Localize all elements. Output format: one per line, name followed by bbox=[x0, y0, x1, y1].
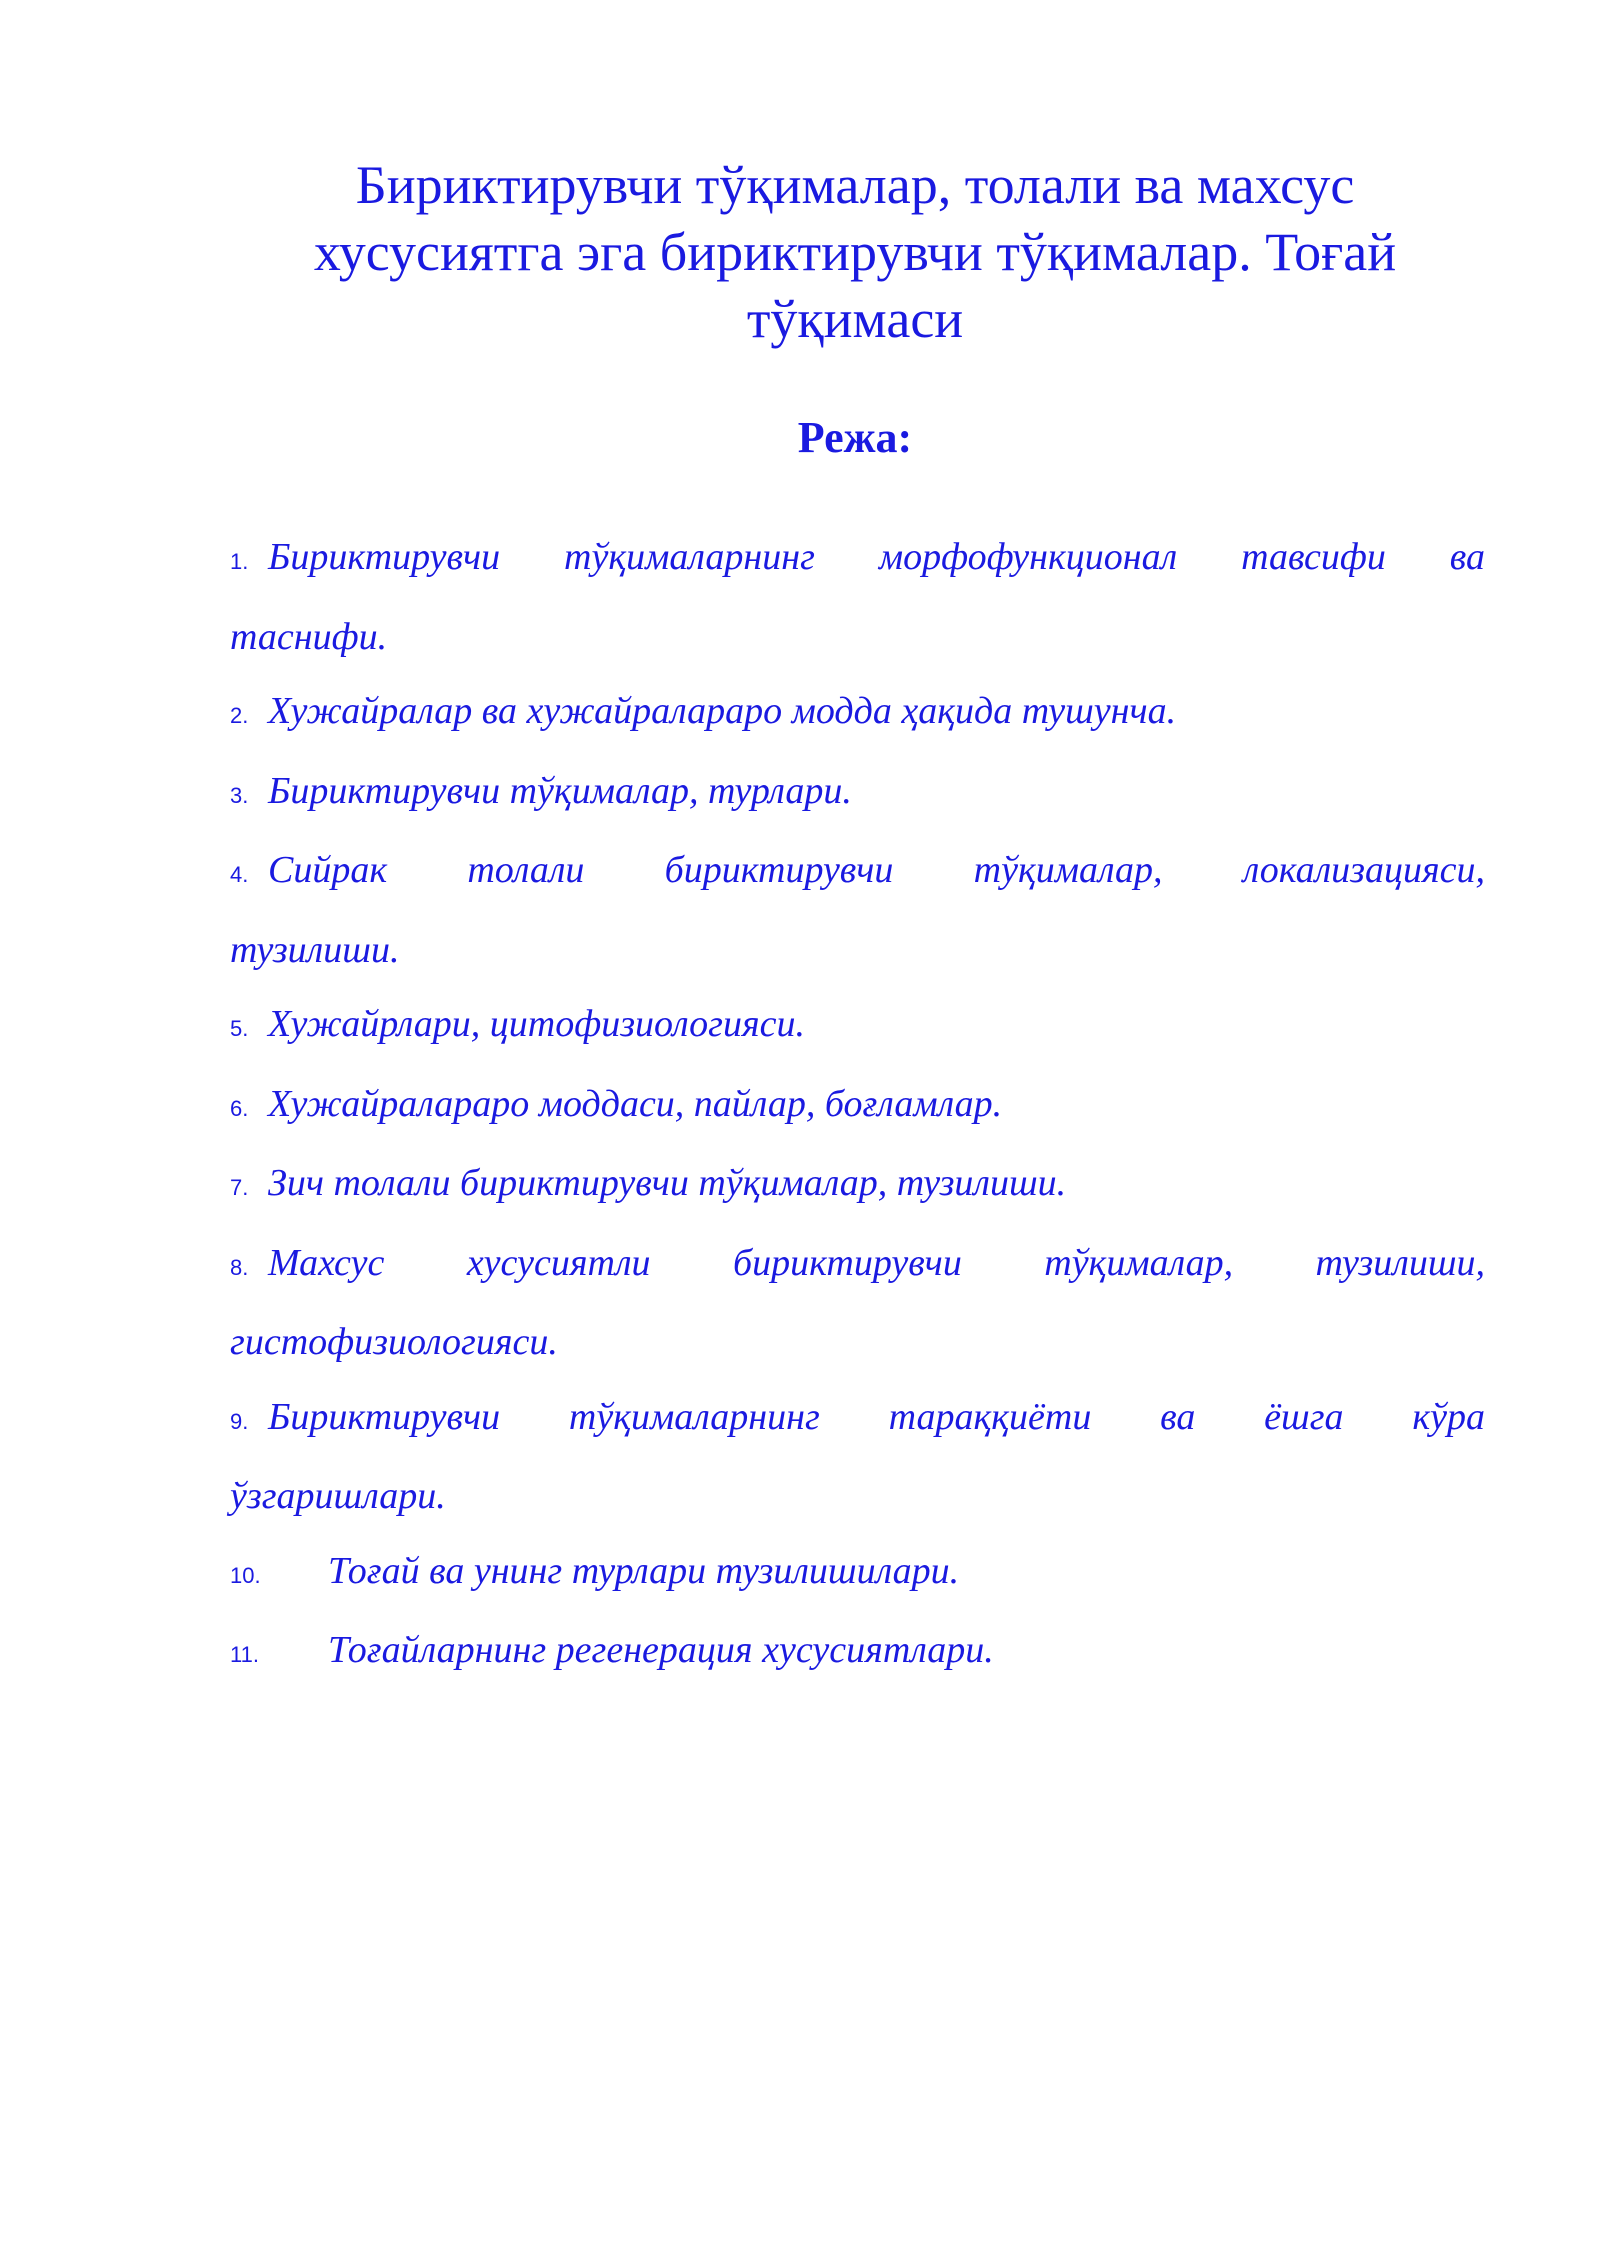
title-line: хусусиятга эга бириктирувчи тўқималар. Тоғай bbox=[313, 222, 1397, 282]
plan-item-text: Хужайралараро моддаси, пайлар, боғламлар. bbox=[268, 1082, 1003, 1125]
plan-item-text: Тоғай ва унинг турлари тузилишилари. bbox=[328, 1549, 960, 1592]
plan-item bbox=[230, 987, 1485, 1067]
plan-item-number: 9. bbox=[230, 1408, 249, 1434]
document-title bbox=[230, 152, 1480, 353]
plan-item-text: Бириктирувчи тўқималарнинг морфофункционал тавсифи ва bbox=[268, 536, 1485, 578]
plan-item bbox=[230, 1226, 1485, 1380]
plan-item bbox=[230, 754, 1485, 834]
plan-list bbox=[230, 520, 1485, 1693]
plan-item-text: Бириктирувчи тўқималар, турлари. bbox=[268, 769, 852, 812]
plan-item-number: 2. bbox=[230, 703, 249, 728]
plan-item-text: Тоғайларнинг регенерация хусусиятлари. bbox=[328, 1629, 994, 1671]
title-line: тўқимаси bbox=[746, 289, 964, 349]
plan-item bbox=[230, 1380, 1485, 1534]
plan-item bbox=[230, 1067, 1485, 1147]
plan-heading: Режа: bbox=[797, 413, 913, 462]
plan-item-number: 3. bbox=[230, 782, 249, 808]
plan-item-number: 7. bbox=[230, 1175, 249, 1200]
plan-item-text-continued: ўзгаришлари. bbox=[230, 1475, 446, 1517]
plan-item-number: 10. bbox=[230, 1562, 261, 1588]
plan-item-text-continued: таснифи. bbox=[230, 615, 388, 658]
plan-item-text: Зич толали бириктирувчи тўқималар, тузилиши. bbox=[268, 1162, 1067, 1204]
plan-item-number: 1. bbox=[230, 549, 249, 574]
plan-item-text: Хужайралар ва хужайралараро модда ҳақида тушунча. bbox=[268, 690, 1177, 732]
plan-item-text: Махсус хусусиятли бириктирувчи тўқималар, тузилиши, bbox=[268, 1241, 1485, 1284]
plan-item-number: 8. bbox=[230, 1254, 249, 1280]
plan-item-number: 11. bbox=[230, 1642, 259, 1667]
plan-item bbox=[230, 833, 1485, 987]
title-line: Бириктирувчи тўқималар, толали ва махсус bbox=[355, 155, 1355, 215]
plan-item bbox=[230, 674, 1485, 754]
plan-item bbox=[230, 1534, 1485, 1614]
plan-item-text-continued: гистофизиологияси. bbox=[230, 1321, 558, 1363]
plan-item-text-continued: тузилиши. bbox=[230, 928, 400, 971]
plan-item-number: 4. bbox=[230, 862, 249, 887]
plan-item bbox=[230, 520, 1485, 674]
plan-item bbox=[230, 1613, 1485, 1693]
plan-item-text: Хужайрлари, цитофизиологияси. bbox=[268, 1003, 805, 1045]
plan-item-text: Бириктирувчи тўқималарнинг тараққиёти ва ёшга кўра bbox=[268, 1395, 1485, 1438]
plan-item-text: Сийрак толали бириктирувчи тўқималар, локализацияси, bbox=[268, 849, 1485, 891]
plan-item-number: 6. bbox=[230, 1095, 249, 1121]
plan-item-number: 5. bbox=[230, 1016, 249, 1041]
plan-item bbox=[230, 1146, 1485, 1226]
